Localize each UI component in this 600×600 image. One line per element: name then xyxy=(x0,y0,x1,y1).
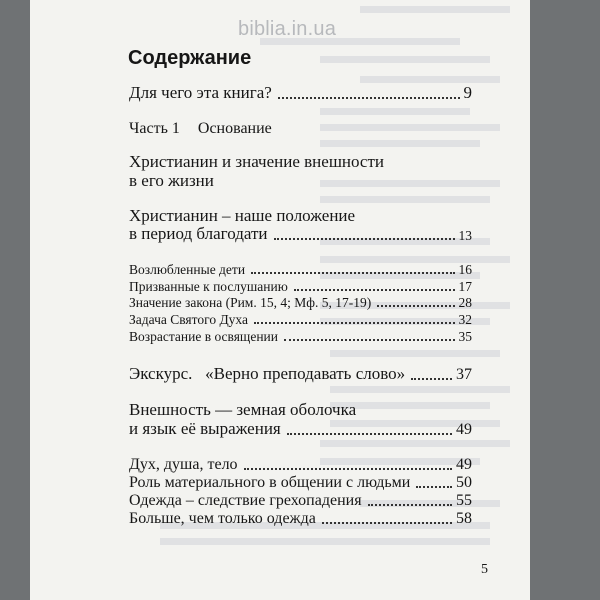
dot-leader xyxy=(284,339,455,341)
toc-entry-page: 28 xyxy=(458,295,472,310)
toc-subentry[interactable] xyxy=(129,492,472,510)
part-number: Часть 1 xyxy=(129,120,180,137)
part-heading xyxy=(129,120,272,138)
toc-section-2[interactable] xyxy=(129,224,472,244)
dot-leader xyxy=(254,322,455,324)
toc-subentry[interactable] xyxy=(129,456,472,474)
toc-entry-title: и язык её выражения xyxy=(129,419,281,438)
toc-subentry[interactable] xyxy=(129,295,472,311)
toc-entry-page: 32 xyxy=(458,312,472,327)
toc-entry-title: Задача Святого Духа xyxy=(129,312,248,327)
toc-entry-page: 37 xyxy=(456,366,472,383)
toc-section-4[interactable] xyxy=(129,419,472,439)
dot-leader xyxy=(274,238,455,240)
dot-leader xyxy=(411,378,452,380)
toc-entry-page: 58 xyxy=(456,510,472,527)
dot-leader xyxy=(287,433,452,435)
toc-entry-page: 49 xyxy=(456,456,472,473)
toc-entry-title: Роль материального в общении с людьми xyxy=(129,474,411,491)
toc-section-2-line1[interactable]: Христианин – наше положение xyxy=(129,206,356,225)
toc-entry-page: 49 xyxy=(456,421,472,438)
toc-entry-title: Возлюбленные дети xyxy=(129,262,246,277)
toc-entry-page: 9 xyxy=(463,83,472,102)
toc-entry-intro[interactable] xyxy=(129,83,472,103)
dot-leader xyxy=(294,289,455,291)
toc-subentry[interactable] xyxy=(129,329,472,345)
dot-leader xyxy=(322,522,452,524)
toc-subentry[interactable] xyxy=(129,510,472,528)
dot-leader xyxy=(416,486,452,488)
toc-entry-title xyxy=(129,364,405,384)
dot-leader xyxy=(278,97,460,99)
part-name: Основание xyxy=(197,120,272,137)
toc-subentry[interactable] xyxy=(129,312,472,328)
toc-entry-title: в период благодати xyxy=(129,224,268,243)
toc-subentry[interactable] xyxy=(129,262,472,278)
watermark: biblia.in.ua xyxy=(238,18,337,40)
toc-entry-title: Значение закона (Рим. 15, 4; Мф. 5, 17-19) xyxy=(129,295,372,310)
excursus-title: «Верно преподавать слово» xyxy=(205,364,406,383)
toc-subentry[interactable] xyxy=(129,474,472,492)
dot-leader xyxy=(377,305,454,307)
toc-entry-page: 13 xyxy=(458,228,472,243)
toc-section-1-line1[interactable]: Христианин и значение внешности xyxy=(129,152,384,171)
toc-section-3[interactable] xyxy=(129,364,472,384)
toc-heading: Содержание xyxy=(128,47,252,69)
toc-entry-title: Призванные к послушанию xyxy=(129,279,288,294)
toc-entry-page: 35 xyxy=(458,329,472,344)
dot-leader xyxy=(368,504,452,506)
toc-section-1-line2[interactable]: в его жизни xyxy=(129,171,214,190)
toc-entry-title: Одежда – следствие грехопадения xyxy=(129,492,362,509)
toc-entry-page: 50 xyxy=(456,474,472,491)
book-page xyxy=(30,0,530,600)
toc-entry-page: 55 xyxy=(456,492,472,509)
toc-entry-page: 17 xyxy=(458,279,472,294)
dot-leader xyxy=(244,468,452,470)
toc-entry-page: 16 xyxy=(458,262,472,277)
toc-entry-title: Возрастание в освящении xyxy=(129,329,278,344)
toc-section-4-line1[interactable]: Внешность — земная оболочка xyxy=(129,400,357,419)
page-number: 5 xyxy=(481,562,488,577)
toc-entry-title: Дух, душа, тело xyxy=(129,456,238,473)
toc-subentry[interactable] xyxy=(129,279,472,295)
dot-leader xyxy=(251,272,454,274)
toc-entry-title: Для чего эта книга? xyxy=(129,83,272,102)
excursus-label: Экскурс. xyxy=(129,364,193,383)
toc-entry-title: Больше, чем только одежда xyxy=(129,510,316,527)
